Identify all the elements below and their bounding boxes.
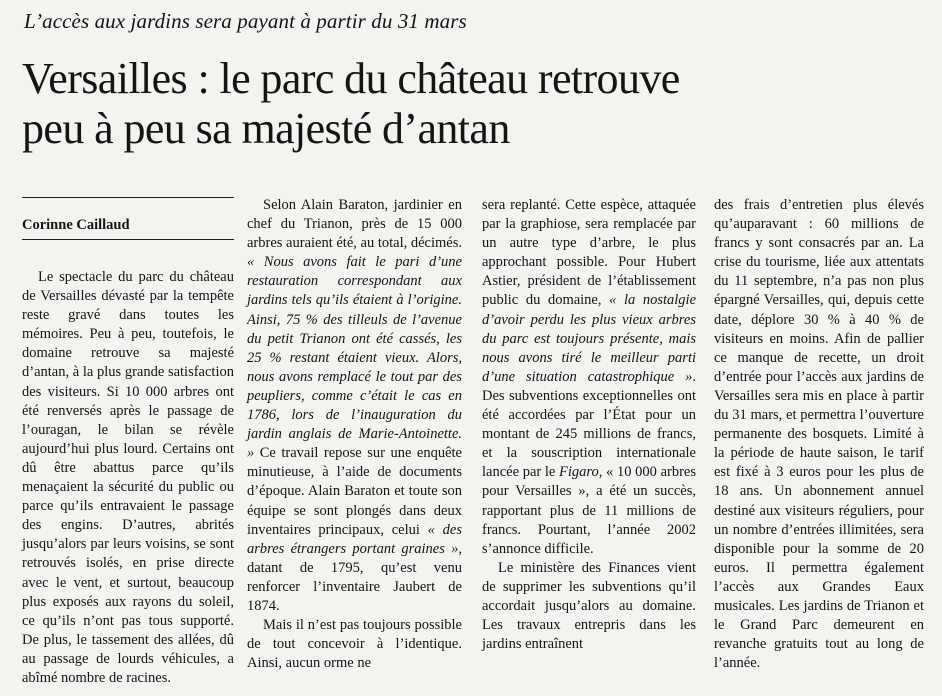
headline-line-1: Versailles : le parc du château retrouve xyxy=(22,54,680,103)
article-column-1 xyxy=(22,268,234,688)
astier-quote: « la nostalgie d’avoir perdu les plus vieux arbres du parc est toujours présente, mais nous avons tiré le meilleur parti d’une situation catastrophique » xyxy=(482,292,697,385)
column-3-paragraph-1 xyxy=(482,196,696,559)
column-1-paragraph-1: Le spectacle du parc du château de Versailles dévasté par la tempête reste gravé dans toutes les mémoires. Peu à peu, toutefois, le domaine retrouve sa majesté d’antan, à la plus grande satisfaction des visiteurs. Si 10 000 arbres ont été renversés après le passage de l’ouragan, le bilan se révèle aujourd’hui plus lourd. Certains ont dû être abattus parce qu’ils menaçaient la sécurité du public ou parce qu’ils entravaient le passage des engins. D’autres, abrités jusqu’alors par leurs voisins, se sont retrouvés isolés, en prise directe avec le vent, et surtout, beaucoup plus exposés aux rayons du soleil, ce qu’ils n’ont pas tous supporté. De plus, le tassement des allées, dû au passage de lourds véhicules, a abîmé nombre de racines. xyxy=(22,269,234,686)
article-byline: Corinne Caillaud xyxy=(22,217,130,233)
article-column-3 xyxy=(482,196,696,654)
baraton-quote: « Nous avons fait le pari d’une restauration correspondant aux jardins tels qu’ils étaient à l’origine. Ainsi, 75 % des tilleuls de l’avenue du petit Trianon ont été cassés, les 25 % restant étaient vieux. Alors, nous avons remplacé le tout par des peupliers, comme c’était le cas en 1786, lors de l’inauguration du jardin anglais de Marie-Antoinette. » xyxy=(247,254,462,462)
column-3-paragraph-2: Le ministère des Finances vient de supprimer les subventions qu’il accordait jusqu’alors au domaine. Les travaux entrepris dans les jardins entraînent xyxy=(482,559,696,653)
paragraph-text: sera replanté. Cette espèce, attaquée par la graphiose, sera remplacée par un autre type d’arbre, le plus approchant possible. Pour Hubert Astier, président de l’établissement public du domaine, xyxy=(482,197,696,309)
byline-rule-top xyxy=(22,197,234,198)
paragraph-text: Selon Alain Baraton, jardinier en chef du Trianon, près de 15 000 arbres auraient été, au total, décimés. xyxy=(247,197,462,252)
paragraph-text: , datant de 1795, qu’est venu renforcer l’inventaire Jaubert de 1874. xyxy=(247,540,462,614)
column-2-paragraph-1 xyxy=(247,196,462,616)
column-4-paragraph-1: des frais d’entretien plus élevés qu’auparavant : 60 millions de francs y sont consacrés par an. La crise du tourisme, liée aux attentats du 11 septembre, n’a pas non plus épargné Versailles, qui, depuis cette date, déplore 30 % à 40 % de visiteurs en moins. Afin de pallier ce manque de recette, un droit d’entrée pour l’accès aux jardins de Versailles sera mis en place à partir du 31 mars, et permettra l’ouverture permanente des bosquets. Limité à la période de haute saison, le tarif est fixé à 3 euros pour les plus de 18 ans. Un abonnement annuel destiné aux visiteurs réguliers, pour un nombre d’entrées illimitées, sera disponible pour la somme de 20 euros. Il permettra également l’accès aux Grandes Eaux musicales. Les jardins de Trianon et le Grand Parc demeurent en revanche gratuits tout au long de l’année. xyxy=(714,197,924,672)
newspaper-name: Figaro xyxy=(559,464,599,481)
paragraph-text: , « 10 000 arbres pour Versailles », a été un succès, rapportant plus de 11 millions de francs. Pourtant, l’année 2002 s’annonce difficile. xyxy=(482,464,696,557)
paragraph-text: Ce travail repose sur une enquête minutieuse, à l’aide de documents d’époque. Alain Baraton et toute son équipe se sont plongés dans deux inventaires principaux, celui xyxy=(247,445,462,538)
paragraph-text: . Des subventions exceptionnelles ont été accordées par l’État pour un montant de 245 millions de francs, et la souscription internationale lancée par le xyxy=(482,368,696,481)
article-headline xyxy=(22,54,934,154)
inventory-title: « des arbres étrangers portant graines » xyxy=(247,521,462,557)
headline-line-2: peu à peu sa majesté d’antan xyxy=(22,104,510,153)
article-column-4 xyxy=(714,196,924,673)
byline-rule-bottom xyxy=(22,239,234,240)
article-column-2 xyxy=(247,196,462,673)
column-2-paragraph-2: Mais il n’est pas toujours possible de tout concevoir à l’identique. Ainsi, aucun orme ne xyxy=(247,617,462,672)
article-kicker: L’accès aux jardins sera payant à partir du 31 mars xyxy=(24,9,467,33)
